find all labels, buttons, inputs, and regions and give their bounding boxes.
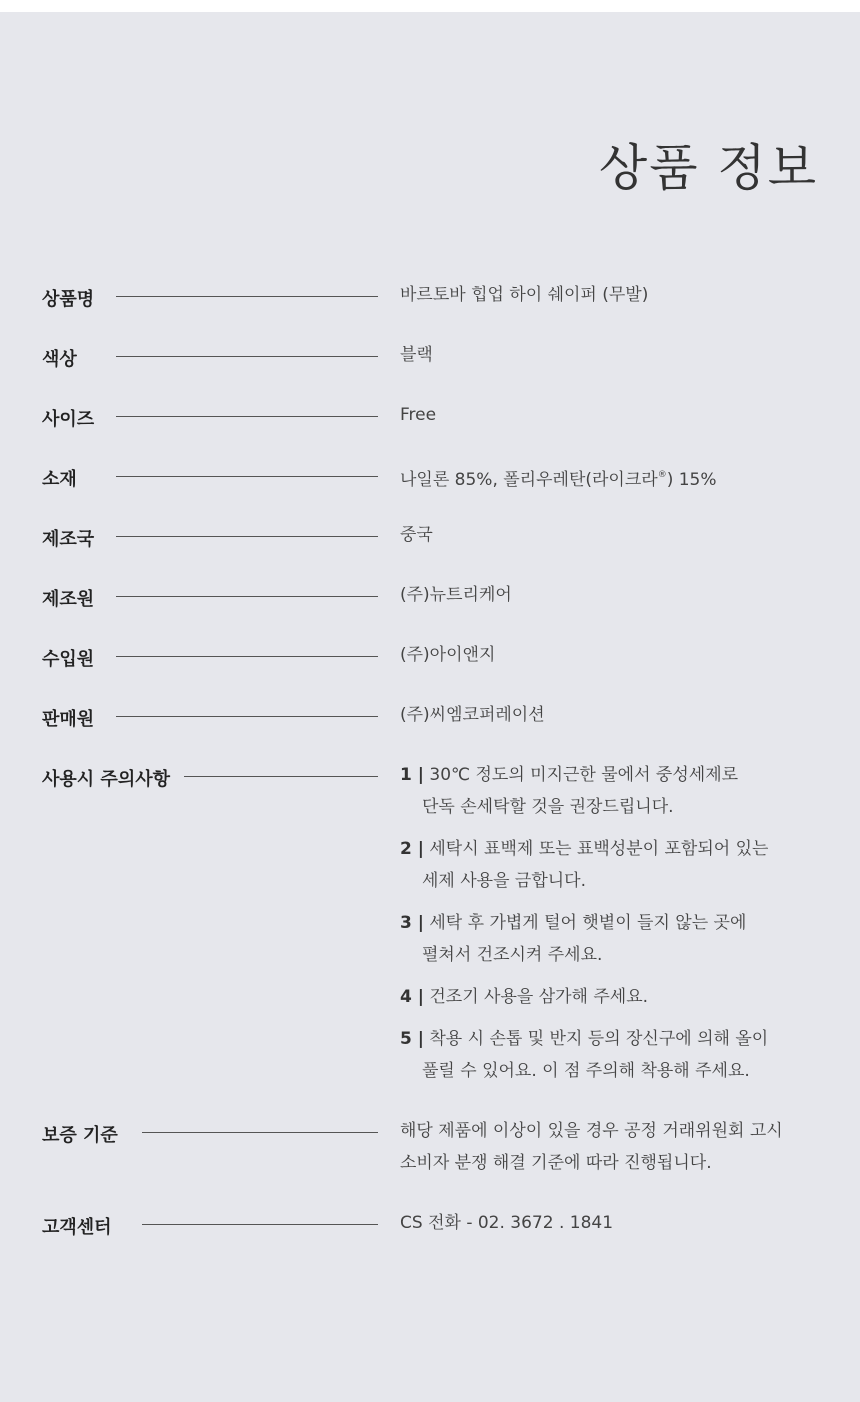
row-label: 제조원 [42,589,95,610]
row-value: 블랙 [400,345,433,365]
divider-line [142,1224,378,1225]
care-note: 3 | 세탁 후 가볍게 털어 햇볕이 들지 않는 곳에 펼쳐서 건조시켜 주세요. [400,913,747,965]
row-label: 사이즈 [42,409,95,430]
row-value: (주)아이앤지 [400,645,496,665]
row-label: 상품명 [42,289,95,310]
care-note: 4 | 건조기 사용을 삼가해 주세요. [400,987,649,1007]
row-label: 수입원 [42,649,95,670]
divider-line [116,596,378,597]
care-note: 1 | 30℃ 정도의 미지근한 물에서 중성세제로 단독 손세탁할 것을 권장드립니다. [400,765,739,817]
care-note: 2 | 세탁시 표백제 또는 표백성분이 포함되어 있는 세제 사용을 금합니다. [400,839,769,891]
divider-line [116,476,378,477]
row-label: 제조국 [42,529,95,550]
row-label: 보증 기준 [42,1125,118,1146]
divider-line [116,656,378,657]
divider-line [116,296,378,297]
divider-line [116,356,378,357]
row-label: 판매원 [42,709,95,730]
cs-phone: CS 전화 - 02. 3672 . 1841 [400,1213,614,1233]
row-label: 사용시 주의사항 [42,769,170,790]
care-notes-list [400,759,768,1097]
page-title: 상품 정보 [598,139,818,197]
row-label: 고객센터 [42,1217,112,1238]
row-label: 소재 [42,469,77,490]
care-note: 5 | 착용 시 손톱 및 반지 등의 장신구에 의해 올이 풀릴 수 있어요. 이 점 주의해 착용해 주세요. [400,1029,769,1081]
row-value: 중국 [400,525,433,545]
row-value: 나일론 85%, 폴리우레탄(라이크라®) 15% [400,470,717,490]
divider-line [116,716,378,717]
row-value: 해당 제품에 이상이 있을 경우 공정 거래위원회 고시 소비자 분쟁 해결 기준에 따라 진행됩니다. [400,1121,783,1173]
row-value: (주)씨엠코퍼레이션 [400,705,545,725]
divider-line [142,1132,378,1133]
divider-line [116,416,378,417]
row-value: (주)뉴트리케어 [400,585,512,605]
row-value: 바르토바 힙업 하이 쉐이퍼 (무발) [400,285,649,305]
divider-line [184,776,378,777]
divider-line [116,536,378,537]
row-value: Free [400,405,437,425]
row-label: 색상 [42,349,77,370]
